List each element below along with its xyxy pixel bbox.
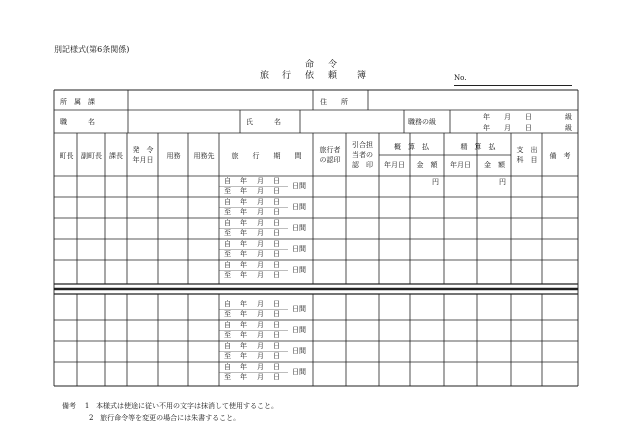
period-to: 至 — [224, 250, 231, 258]
col-traveler-seal-top: 旅行者 — [319, 146, 341, 154]
period-from: 自 — [224, 240, 231, 248]
period-month: 月 — [257, 310, 264, 318]
period-from: 自 — [224, 321, 231, 329]
note-2 — [62, 412, 278, 424]
period-from: 自 — [224, 363, 231, 371]
period-year: 年 — [240, 250, 247, 258]
grade-label: 職務の級 — [408, 118, 436, 126]
period-year: 年 — [240, 310, 247, 318]
period-day: 日 — [273, 240, 280, 248]
col-handover-bottom: 認 印 — [352, 161, 373, 169]
note-2-text: 旅行命令等を変更の場合には朱書すること。 — [100, 414, 241, 422]
period-to: 至 — [224, 373, 231, 381]
col-business: 用務 — [166, 152, 181, 160]
period-day: 日 — [273, 229, 280, 237]
period-days: 日間 — [292, 203, 306, 211]
period-days: 日間 — [292, 305, 306, 313]
period-days: 日間 — [292, 368, 306, 376]
period-from: 自 — [224, 342, 231, 350]
period-year: 年 — [240, 363, 247, 371]
address-label: 住 所 — [320, 98, 348, 106]
col-estimate-ymd: 年月日 — [384, 161, 405, 169]
col-estimate-amount: 金 額 — [416, 161, 438, 169]
period-days: 日間 — [292, 182, 306, 190]
period-month: 月 — [257, 187, 264, 195]
department-label: 所 属 課 — [60, 98, 95, 106]
period-year: 年 — [240, 300, 247, 308]
grade-suffix-2: 級 — [565, 124, 572, 132]
period-year: 年 — [240, 198, 247, 206]
period-month: 月 — [257, 300, 264, 308]
grade-date-1: 年 月 日 — [483, 113, 532, 121]
period-month: 月 — [257, 261, 264, 269]
period-month: 月 — [257, 177, 264, 185]
name-label: 氏 名 — [246, 118, 281, 126]
estimate-yen: 円 — [432, 178, 439, 186]
period-day: 日 — [273, 198, 280, 206]
period-day: 日 — [273, 208, 280, 216]
note-1-number: 1 — [84, 402, 90, 410]
period-month: 月 — [257, 331, 264, 339]
col-order-date-bottom: 年月日 — [132, 156, 154, 164]
period-days: 日間 — [292, 245, 306, 253]
period-month: 月 — [257, 352, 264, 360]
period-day: 日 — [273, 310, 280, 318]
number-field[interactable]: No. — [454, 74, 572, 86]
period-year: 年 — [240, 219, 247, 227]
col-expense-top: 支 出 — [516, 146, 538, 154]
period-month: 月 — [257, 271, 264, 279]
notes — [62, 400, 278, 424]
title-order-line2: 依頼 — [305, 71, 352, 81]
period-days: 日間 — [292, 326, 306, 334]
period-day: 日 — [273, 300, 280, 308]
period-to: 至 — [224, 310, 231, 318]
period-day: 日 — [273, 271, 280, 279]
notes-label: 備考 — [62, 402, 76, 410]
grade-suffix-1: 級 — [565, 113, 572, 121]
period-days: 日間 — [292, 224, 306, 232]
period-day: 日 — [273, 261, 280, 269]
period-to: 至 — [224, 331, 231, 339]
period-from: 自 — [224, 261, 231, 269]
col-chief: 町長 — [59, 152, 74, 160]
period-day: 日 — [273, 342, 280, 350]
note-1 — [62, 400, 278, 412]
col-settlement-ymd: 年月日 — [450, 161, 471, 169]
period-day: 日 — [273, 352, 280, 360]
period-year: 年 — [240, 208, 247, 216]
period-year: 年 — [240, 177, 247, 185]
position-label: 職 名 — [60, 118, 95, 126]
col-handover-mid: 当者の — [352, 151, 373, 159]
period-year: 年 — [240, 331, 247, 339]
period-year: 年 — [240, 342, 247, 350]
col-remarks: 備 考 — [549, 152, 571, 160]
form-label: 別記様式(第6条関係) — [54, 45, 130, 54]
period-month: 月 — [257, 373, 264, 381]
period-month: 月 — [257, 250, 264, 258]
col-estimate: 概 算 払 — [394, 143, 429, 151]
period-day: 日 — [273, 363, 280, 371]
period-days: 日間 — [292, 266, 306, 274]
period-day: 日 — [273, 321, 280, 329]
title-travel: 旅行 — [260, 71, 305, 81]
col-order-date-top: 発 令 — [132, 146, 154, 154]
col-handover-top: 引合担 — [352, 141, 373, 149]
period-year: 年 — [240, 271, 247, 279]
period-to: 至 — [224, 208, 231, 216]
period-month: 月 — [257, 342, 264, 350]
period-day: 日 — [273, 219, 280, 227]
period-month: 月 — [257, 363, 264, 371]
grade-date-2: 年 月 日 — [483, 124, 532, 132]
period-year: 年 — [240, 261, 247, 269]
settlement-yen: 円 — [499, 178, 506, 186]
period-from: 自 — [224, 177, 231, 185]
col-traveler-seal-bottom: の認印 — [319, 156, 341, 164]
period-year: 年 — [240, 240, 247, 248]
period-from: 自 — [224, 219, 231, 227]
note-2-number: 2 — [89, 414, 94, 422]
col-section-chief: 課長 — [109, 152, 123, 160]
period-from: 自 — [224, 198, 231, 206]
period-year: 年 — [240, 321, 247, 329]
col-expense-bottom: 科 目 — [516, 156, 538, 164]
period-day: 日 — [273, 187, 280, 195]
period-from: 自 — [224, 300, 231, 308]
col-destination: 用務先 — [193, 152, 215, 160]
period-year: 年 — [240, 229, 247, 237]
col-settlement-amount: 金 額 — [484, 161, 505, 169]
period-month: 月 — [257, 198, 264, 206]
col-deputy: 副町長 — [81, 152, 102, 160]
title-order-line1: 命令 — [305, 60, 352, 70]
period-year: 年 — [240, 373, 247, 381]
period-year: 年 — [240, 352, 247, 360]
period-month: 月 — [257, 240, 264, 248]
col-period: 旅 行 期 間 — [231, 152, 302, 160]
period-day: 日 — [273, 373, 280, 381]
title-book: 簿 — [357, 71, 367, 81]
period-month: 月 — [257, 208, 264, 216]
period-month: 月 — [257, 321, 264, 329]
period-day: 日 — [273, 331, 280, 339]
period-month: 月 — [257, 229, 264, 237]
period-to: 至 — [224, 187, 231, 195]
period-to: 至 — [224, 229, 231, 237]
period-day: 日 — [273, 177, 280, 185]
period-month: 月 — [257, 219, 264, 227]
note-1-text: 本様式は使途に従い不用の文字は抹消して使用すること。 — [96, 402, 279, 410]
period-year: 年 — [240, 187, 247, 195]
period-day: 日 — [273, 250, 280, 258]
col-settlement: 精 算 払 — [460, 143, 496, 151]
period-to: 至 — [224, 271, 231, 279]
period-to: 至 — [224, 352, 231, 360]
period-days: 日間 — [292, 347, 306, 355]
